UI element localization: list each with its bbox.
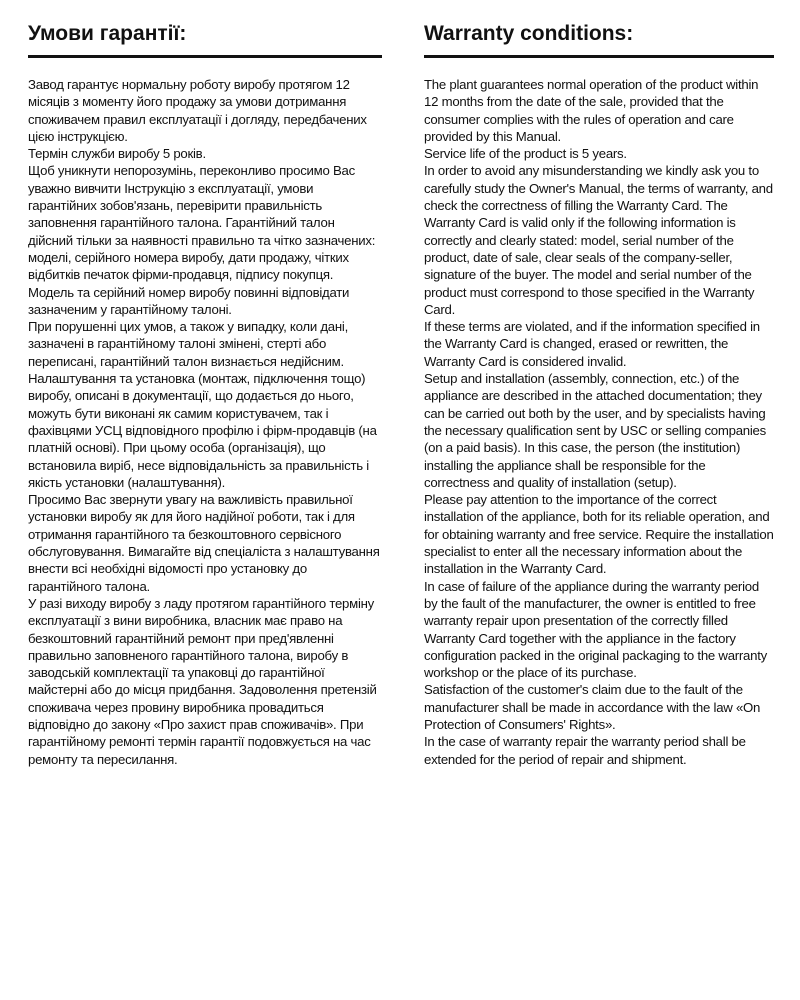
ukr-paragraph-service-life: Термін служби виробу 5 років.: [28, 146, 206, 162]
ukr-paragraph-installation: Налаштування та установка (монтаж, підключення тощо) виробу, описані в документації, що додається до нього, можуть бути виконані як самим користувачем, так і фахівцями УСЦ відповідного профілю і фірм-продавців (на платній основі). При цьому особа (організація), що встановила виріб, несе відповідальність за правильність і якість установки (налаштування).: [28, 371, 377, 490]
en-paragraph-consumer-rights: Satisfaction of the customer's claim due to the fault of the manufacturer shall be made in accordance with the law «On Protection of Consumers' Rights».: [424, 682, 761, 732]
en-paragraph-installation-importance: Please pay attention to the importance of the correct installation of the appliance, both for its reliable operation, and for obtaining warranty and free service. Require the installation specialist to enter all the necessary information about the installation in the Warranty Card.: [424, 492, 774, 577]
en-paragraph-warranty-extension: In the case of warranty repair the warranty period shall be extended for the period of repair and shipment.: [424, 734, 746, 767]
en-paragraph-card-validity: In order to avoid any misunderstanding we kindly ask you to carefully study the Owner's Manual, the terms of warranty, and check the correctness of filling the Warranty Card. The Warranty Card is valid only if the following information is correctly and clearly stated: model, serial number of the product, date of sale, clear seals of the company-seller, signature of the buyer. The model and serial number of the product must correspond to those specified in the Warranty Card.: [424, 163, 773, 317]
en-paragraph-card-invalid: If these terms are violated, and if the information specified in the Warranty Card is changed, erased or rewritten, the Warranty Card is considered invalid.: [424, 319, 760, 369]
english-column: [424, 0, 774, 1000]
en-paragraph-free-repair: In case of failure of the appliance during the warranty period by the fault of the manufacturer, the owner is entitled to free warranty repair upon presentation of the correctly filled Warranty Card together with the appliance in the factory configuration packed in the original packaging to the warranty workshop or the place of its purchase.: [424, 578, 767, 681]
en-paragraph-warranty-period: The plant guarantees normal operation of the product within 12 months from the date of the sale, provided that the consumer complies with the rules of operation and care provided by this Manual.: [424, 77, 759, 144]
ukrainian-column: [28, 0, 382, 1000]
ukrainian-heading: Умови гарантії:: [28, 22, 187, 45]
en-paragraph-service-life: Service life of the product is 5 years.: [424, 146, 627, 162]
ukrainian-body: [28, 76, 382, 768]
en-paragraph-installation: Setup and installation (assembly, connection, etc.) of the appliance are described in the attached documentation; they can be carried out both by the user, and by specialists having the necessary qualification sent by USC or selling companies (on a paid basis). In this case, the person (the institution) installing the appliance shall be responsible for the correctness and quality of installation (setup).: [424, 371, 766, 490]
ukr-paragraph-warranty-period: Завод гарантує нормальну роботу виробу протягом 12 місяців з моменту його продажу за умови дотримання споживачем правил експлуатації і догляду, передбачених цією інструкцією.: [28, 77, 367, 144]
ukr-paragraph-free-repair: У разі виходу виробу з ладу протягом гарантійного терміну експлуатації з вини виробника, власник має право на безкоштовний гарантійний ремонт при пред'явленні правильно заповненого гарантійного талона, виробу в заводській комплектації та упаковці до гарантійної майстерні або до місця придбання. Задоволення претензій споживача через провину виробника провадиться відповідно до закону «Про захист прав споживачів». При гарантійному ремонті термін гарантії подовжується на час ремонту та пересилання.: [28, 595, 377, 767]
ukr-paragraph-card-validity: Щоб уникнути непорозумінь, переконливо просимо Вас уважно вивчити Інструкцію з експлуатації, умови гарантійних зобов'язань, перевірити правильність заповнення гарантійного талона. Гарантійний талон дійсний тільки за наявності правильно та чітко зазначених: моделі, серійного номера виробу, дати продажу, чітких відбитків печаток фірми-продавця, підпису покупця. Модель та серійний номер виробу повинні відповідати зазначеним у гарантійному талоні.: [28, 163, 376, 317]
english-body: [424, 76, 774, 768]
english-heading-rule: [424, 55, 774, 58]
ukr-paragraph-installation-importance: Просимо Вас звернути увагу на важливість правильної установки виробу як для його надійної роботи, так і для отримання гарантійного та безкоштовного сервісного обслуговування. Вимагайте від спеціаліста з налаштування внести всі необхідні відомості про установку до гарантійного талона.: [28, 492, 380, 594]
ukrainian-heading-rule: [28, 55, 382, 58]
english-heading: Warranty conditions:: [424, 22, 634, 45]
ukr-paragraph-card-invalid: При порушенні цих умов, а також у випадку, коли дані, зазначені в гарантійному талоні змінені, стерті або переписані, гарантійний талон визнається недійсним.: [28, 319, 349, 369]
